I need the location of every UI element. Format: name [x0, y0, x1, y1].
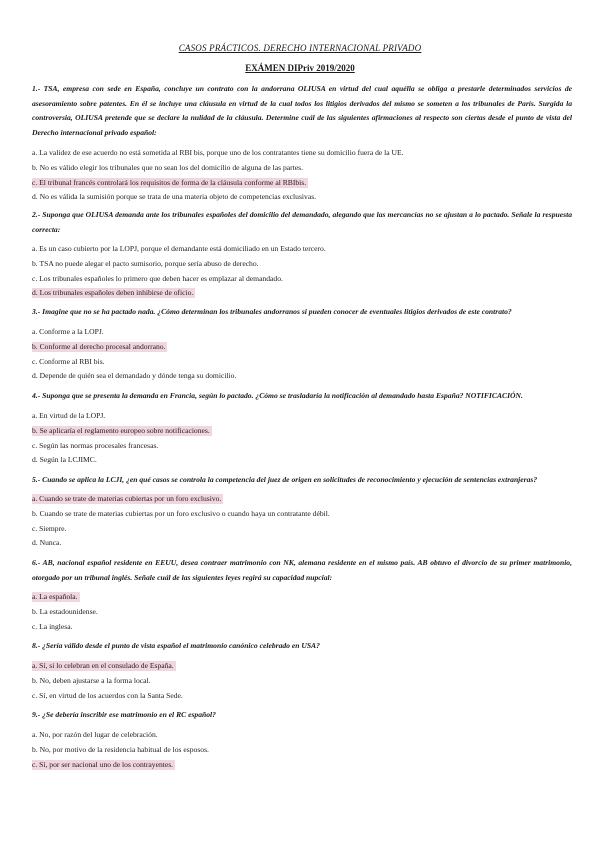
q4-option-b [32, 424, 212, 438]
document-subtitle: EXÁMEN DIPriv 2019/2020 [245, 63, 355, 73]
q5-option-c: c. Siempre. [32, 524, 67, 533]
q3-option-c: c. Conforme al RBI bis. [32, 357, 105, 366]
q4-option-d: d. Según la LCJIMC. [32, 455, 97, 464]
q6-option-a-highlighted: a. La española. [32, 592, 78, 601]
q5-option-b: b. Cuando se trate de materias cubiertas por un foro exclusivo o cuando haya un contratante débil. [32, 509, 330, 518]
q6-option-b: b. La estadounidense. [32, 607, 98, 616]
q9-option-c-highlighted: c. Sí, por ser nacional uno de los contrayentes. [32, 760, 174, 769]
q8-option-c: c. Sí, en virtud de los acuerdos con la Santa Sede. [32, 691, 183, 700]
q4-option-a: a. En virtud de la LOPJ. [32, 411, 106, 420]
question-1-text: 1.- TSA, empresa con sede en España, concluye un contrato con la andorrana OLIUSA en virtud del cual aquélla se obliga a prestarle determinados servicios de asesoramiento sobre patentes. En él se incluye una cláusula en virtud de la cual todos los litigios derivados del mismo se someten a los tribunales de París. Surgida la controversia, OLIUSA pretende que se declare la nulidad de la cláusula. Determine cuál de las siguientes afirmaciones al respecto son ciertas desde el punto de vista del Derecho internacional privado español: [32, 84, 572, 137]
q1-option-a: a. La validez de ese acuerdo no está sometida al RBI bis, porque uno de los contratantes tiene su domicilio fuera de la UE. [32, 148, 404, 157]
q8-option-a [32, 659, 176, 673]
q3-option-d: d. Depende de quién sea el demandado y dónde tenga su domicilio. [32, 371, 237, 380]
q5-option-a [32, 492, 223, 506]
q3-option-a: a. Conforme a la LOPJ. [32, 327, 104, 336]
document-title: CASOS PRÁCTICOS. DERECHO INTERNACIONAL PRIVADO [178, 43, 422, 53]
q9-option-a: a. No, por razón del lugar de celebración. [32, 730, 158, 739]
question-3-text: 3.- Imagine que no se ha pactado nada. ¿Cómo determinan los tribunales andorranos si pueden conocer de eventuales litigios derivados de este contrato? [32, 307, 512, 316]
q8-option-a-highlighted: a. Sí, si lo celebran en el consulado de España. [32, 661, 174, 670]
question-5-text: 5.- Cuando se aplica la LCJI, ¿en qué casos se controla la competencia del juez de origen en solicitudes de reconocimiento y ejecución de sentencias extranjeras? [32, 475, 538, 484]
q4-option-c: c. Según las normas procesales francesas. [32, 441, 159, 450]
q1-option-c [32, 176, 308, 190]
q1-option-c-highlighted: c. El tribunal francés controlará los requisitos de forma de la cláusula conforme al RBIbis. [32, 178, 307, 187]
q2-option-d [32, 286, 195, 300]
q9-option-b: b. No, por motivo de la residencia habitual de los esposos. [32, 745, 209, 754]
q8-option-b: b. No, deben ajustarse a la forma local. [32, 676, 151, 685]
question-6-text: 6.- AB, nacional español residente en EEUU, desea contraer matrimonio con NK, alemana residente en el mismo país. AB obtuvo el divorcio de su primer matrimonio, otorgado por un tribunal inglés. Señale cuál de las siguientes leyes regirá su capacidad nupcial: [32, 558, 572, 582]
q9-option-c [32, 758, 175, 772]
q5-option-d: d. Nunca. [32, 538, 62, 547]
question-2-text: 2.- Suponga que OLIUSA demanda ante los tribunales españoles del domicilio del demandado, alegando que las mercancías no se ajustan a lo pactado. Señale la respuesta correcta: [32, 210, 572, 234]
question-9-text: 9.- ¿Se debería inscribir ese matrimonio en el RC español? [32, 710, 216, 719]
q1-option-d: d. No es válida la sumisión porque se trata de una materia objeto de competencias exclusivas. [32, 192, 317, 201]
q2-option-b: b. TSA no puede alegar el pacto sumisorio, porque sería abuso de derecho. [32, 259, 259, 268]
q5-option-a-highlighted: a. Cuando se trate de materias cubiertas por un foro exclusivo. [32, 494, 222, 503]
q6-option-c: c. La inglesa. [32, 622, 73, 631]
q4-option-b-highlighted: b. Se aplicaría el reglamento europeo sobre notificaciones. [32, 426, 210, 435]
q2-option-d-highlighted: d. Los tribunales españoles deben inhibirse de oficio. [32, 288, 194, 297]
question-4-text: 4.- Suponga que se presenta la demanda en Francia, según lo pactado. ¿Cómo se trasladaría la notificación al demandado hasta España? NOTIFICACIÓN. [32, 391, 523, 400]
q2-option-a: a. Es un caso cubierto por la LOPJ, porque el demandante está domiciliado en un Estado tercero. [32, 244, 326, 253]
q6-option-a [32, 590, 80, 604]
question-8-text: 8.- ¿Sería válido desde el punto de vista español el matrimonio canónico celebrado en USA? [32, 641, 320, 650]
q3-option-b [32, 340, 167, 354]
q2-option-c: c. Los tribunales españoles lo primero que deben hacer es emplazar al demandado. [32, 274, 283, 283]
q1-option-b: b. No es válido elegir los tribunales que no sean los del domicilio de alguna de las partes. [32, 163, 303, 172]
q3-option-b-highlighted: b. Conforme al derecho procesal andorrano. [32, 342, 166, 351]
